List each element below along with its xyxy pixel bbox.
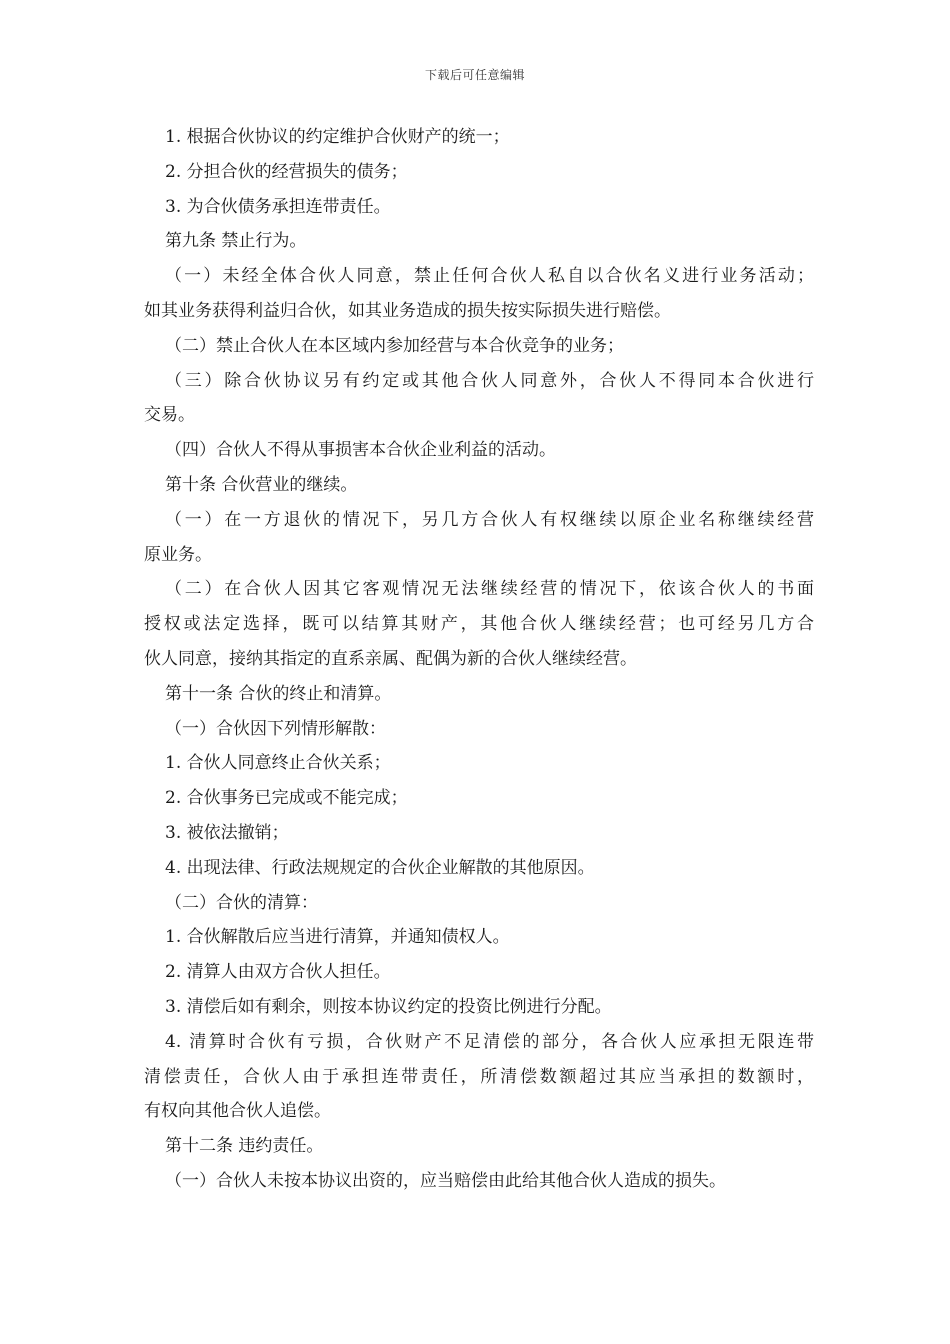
text-line: 1. 合伙人同意终止合伙关系； — [165, 753, 391, 774]
text-line: 原业务。 — [144, 544, 212, 565]
text-line: 第九条 禁止行为。 — [165, 231, 307, 252]
text-line: （一）合伙人未按本协议出资的，应当赔偿由此给其他合伙人造成的损失。 — [165, 1170, 726, 1191]
text-line: 授权或法定选择，既可以结算其财产，其他合伙人继续经营；也可经另几方合 — [144, 614, 814, 635]
text-line: 2. 分担合伙的经营损失的债务； — [165, 161, 408, 182]
text-line: 第十条 合伙营业的继续。 — [165, 474, 358, 495]
text-line: （四）合伙人不得从事损害本合伙企业利益的活动。 — [165, 440, 556, 461]
text-line: 第十二条 违约责任。 — [165, 1136, 324, 1157]
text-line: 2. 清算人由双方合伙人担任。 — [165, 962, 391, 983]
text-line: （一）合伙因下列情形解散： — [165, 718, 386, 739]
text-line: （二）禁止合伙人在本区域内参加经营与本合伙竞争的业务； — [165, 335, 624, 356]
text-line: （二）合伙的清算： — [165, 892, 318, 913]
text-line: 2. 合伙事务已完成或不能完成； — [165, 788, 408, 809]
text-line: 3. 为合伙债务承担连带责任。 — [165, 196, 391, 217]
text-line: 1. 合伙解散后应当进行清算，并通知债权人。 — [165, 927, 510, 948]
text-line: （一）未经全体合伙人同意，禁止任何合伙人私自以合伙名义进行业务活动； — [165, 266, 814, 287]
text-line: （一）在一方退伙的情况下，另几方合伙人有权继续以原企业名称继续经营 — [165, 509, 814, 530]
text-line: 1. 根据合伙协议的约定维护合伙财产的统一； — [165, 127, 510, 147]
text-line: 如其业务获得利益归合伙，如其业务造成的损失按实际损失进行赔偿。 — [144, 300, 671, 321]
page-header: 下载后可任意编辑 — [424, 68, 525, 82]
text-line: 有权向其他合伙人追偿。 — [144, 1101, 331, 1122]
text-line: （三）除合伙协议另有约定或其他合伙人同意外，合伙人不得同本合伙进行 — [165, 370, 814, 391]
text-line: 3. 清偿后如有剩余，则按本协议约定的投资比例进行分配。 — [165, 996, 612, 1017]
text-line: （二）在合伙人因其它客观情况无法继续经营的情况下，依该合伙人的书面 — [165, 579, 814, 600]
text-line: 4. 出现法律、行政法规规定的合伙企业解散的其他原因。 — [165, 857, 595, 878]
text-line: 第十一条 合伙的终止和清算。 — [165, 683, 392, 704]
text-line: 伙人同意，接纳其指定的直系亲属、配偶为新的合伙人继续经营。 — [144, 648, 637, 669]
text-line: 4. 清算时合伙有亏损，合伙财产不足清偿的部分，各合伙人应承担无限连带 — [165, 1031, 814, 1052]
text-line: 3. 被依法撤销； — [165, 822, 289, 843]
document-body — [144, 120, 814, 1199]
text-line: 清偿责任，合伙人由于承担连带责任，所清偿数额超过其应当承担的数额时， — [144, 1066, 814, 1087]
text-line: 交易。 — [144, 405, 195, 426]
